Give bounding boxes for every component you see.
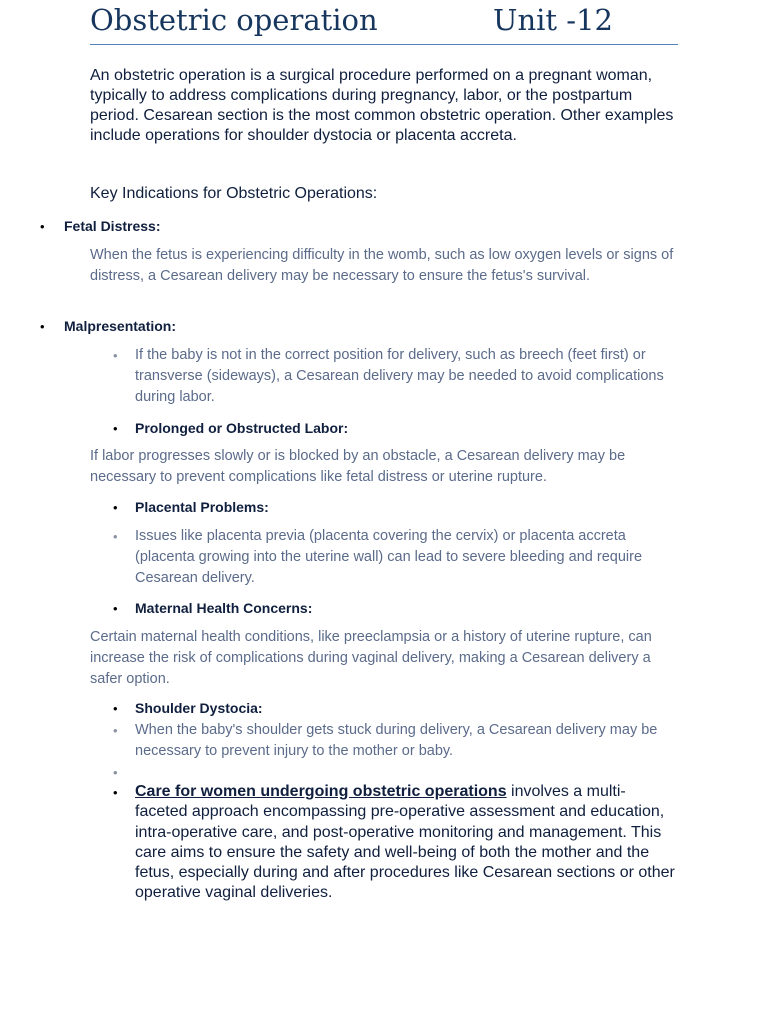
- page-title: Obstetric operation: [90, 3, 378, 37]
- intro-paragraph: An obstetric operation is a surgical procedure performed on a pregnant woman, typically to address complications during pregnancy, labor, or the postpartum period. Cesarean section is the most common obstetric operation. Other examples include operations for shoulder dystocia or placenta accreta.: [90, 67, 674, 144]
- bullet-icon: •: [113, 785, 118, 800]
- bullet-icon: •: [113, 348, 118, 363]
- bullet-icon: •: [113, 701, 118, 716]
- placental-problems-heading: Placental Problems:: [135, 499, 269, 515]
- bullet-icon: •: [113, 529, 118, 544]
- malpresentation-heading: Malpresentation:: [64, 318, 177, 334]
- bullet-icon: •: [40, 319, 45, 334]
- care-text: involves a multi-faceted approach encompassing pre-operative assessment and education, intra-operative care, and post-operative monitoring and management. This care aims to ensure the safety and well-being of both the mother and the fetus, especially during and after procedures like Cesarean sections or other operative vaginal deliveries.: [135, 783, 675, 902]
- maternal-health-text: Certain maternal health conditions, like preeclampsia or a history of uterine rupture, can increase the risk of complications during vaginal delivery, making a Cesarean delivery a safer option.: [90, 629, 652, 687]
- bullet-icon: •: [113, 723, 118, 738]
- document-title: [90, 0, 678, 45]
- bullet-icon: •: [113, 421, 118, 436]
- bullet-icon: •: [113, 601, 118, 616]
- maternal-health-heading: Maternal Health Concerns:: [135, 600, 313, 616]
- placental-problems-text: Issues like placenta previa (placenta covering the cervix) or placenta accreta (placenta growing into the uterine wall) can lead to severe bleeding and require Cesarean delivery.: [135, 528, 643, 586]
- fetal-distress-text: When the fetus is experiencing difficulty in the womb, such as low oxygen levels or signs of distress, a Cesarean delivery may be necessary to ensure the fetus's survival.: [90, 247, 674, 284]
- shoulder-dystocia-text: When the baby's shoulder gets stuck during delivery, a Cesarean delivery may be necessary to prevent injury to the mother or baby.: [135, 722, 658, 759]
- care-paragraph: [135, 782, 675, 904]
- key-indications-heading: Key Indications for Obstetric Operations:: [90, 185, 378, 202]
- malpresentation-text: If the baby is not in the correct position for delivery, such as breech (feet first) or transverse (sideways), a Cesarean delivery may be needed to avoid complications during labor.: [135, 347, 664, 405]
- prolonged-labor-heading: Prolonged or Obstructed Labor:: [135, 420, 349, 436]
- bullet-icon: •: [113, 500, 118, 515]
- prolonged-labor-text: If labor progresses slowly or is blocked by an obstacle, a Cesarean delivery may be necessary to prevent complications like fetal distress or uterine rupture.: [90, 448, 626, 485]
- fetal-distress-heading: Fetal Distress:: [64, 218, 161, 234]
- bullet-icon: •: [40, 219, 45, 234]
- bullet-icon: •: [113, 765, 118, 780]
- shoulder-dystocia-heading: Shoulder Dystocia:: [135, 700, 263, 716]
- care-link[interactable]: Care for women undergoing obstetric operations: [135, 783, 507, 800]
- unit-label: Unit -12: [493, 3, 613, 37]
